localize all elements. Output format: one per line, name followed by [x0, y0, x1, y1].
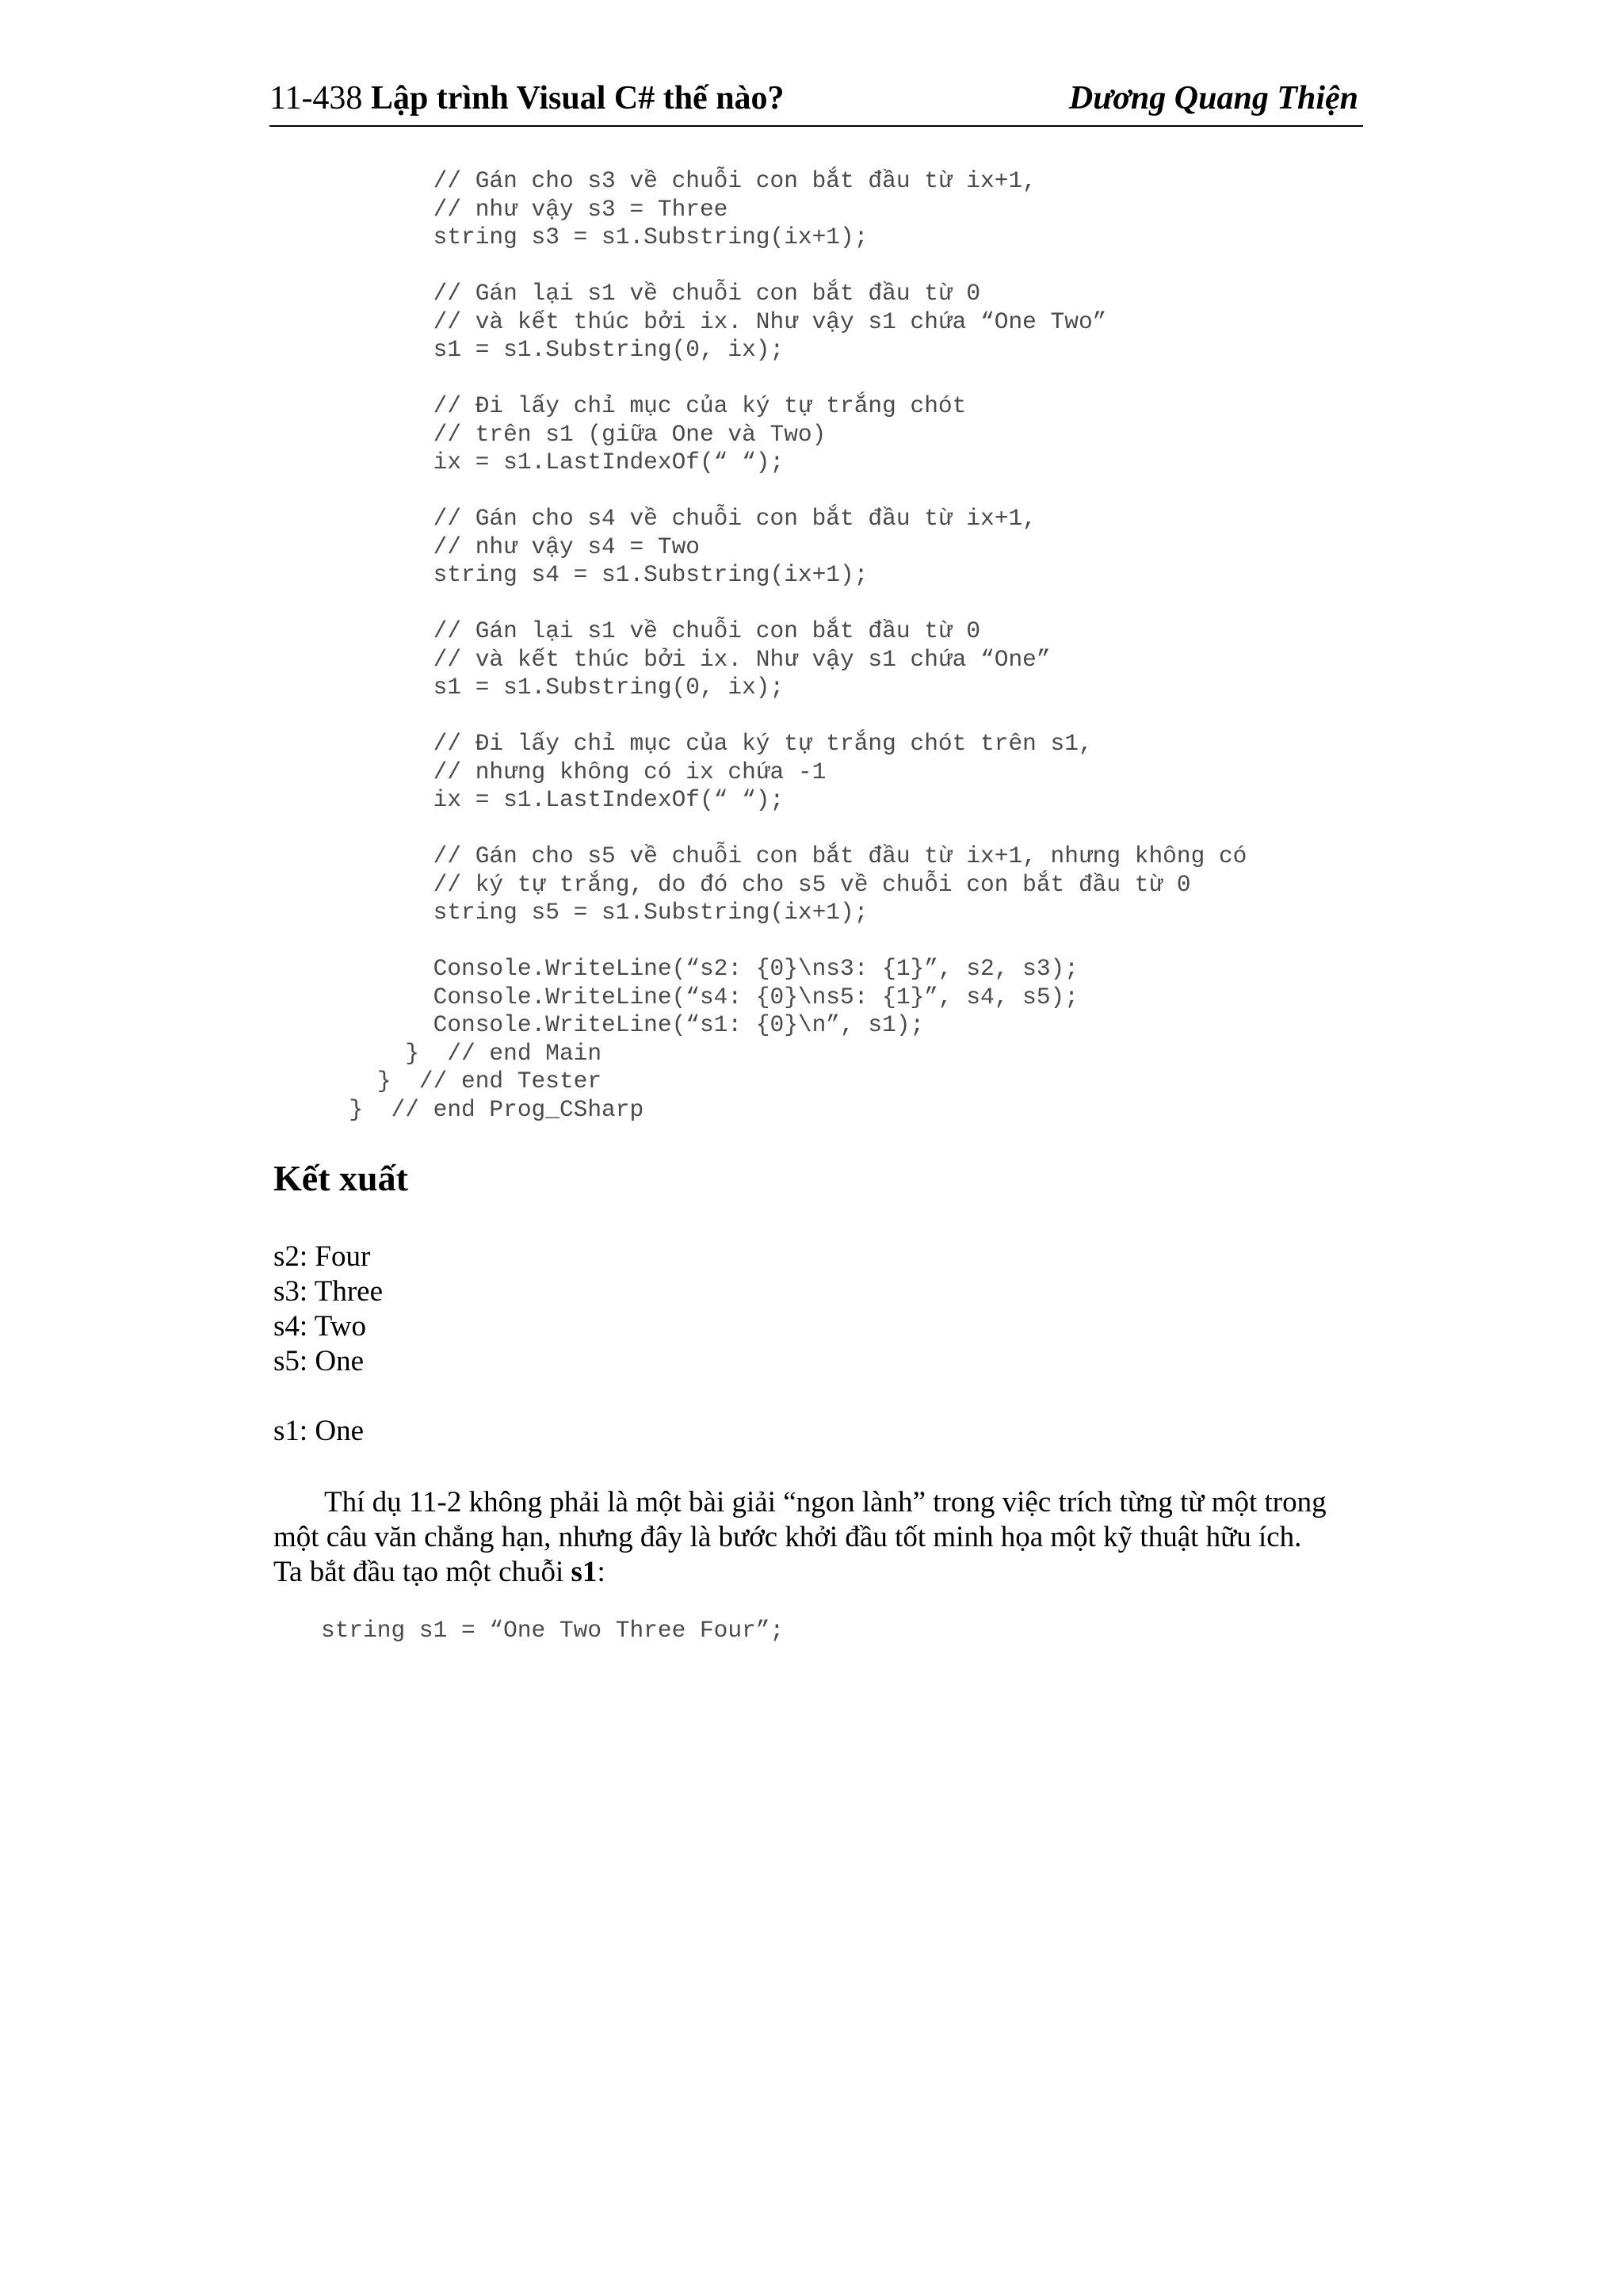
code-snippet-s1: string s1 = “One Two Three Four”;: [321, 1617, 785, 1644]
output-gap: [273, 1379, 383, 1414]
output-line: s2: Four: [273, 1240, 371, 1273]
output-line: s5: One: [273, 1345, 365, 1377]
code-line: s1 = s1.Substring(0, ix);: [433, 674, 785, 701]
code-line: string s5 = s1.Substring(ix+1);: [433, 899, 869, 926]
output-line: s3: Three: [273, 1275, 384, 1308]
code-line: s1 = s1.Substring(0, ix);: [433, 336, 785, 363]
code-line: // như vậy s3 = Three: [433, 195, 728, 223]
code-line: string s4 = s1.Substring(ix+1);: [433, 561, 869, 588]
code-line: // Gán cho s4 về chuỗi con bắt đầu từ ix+1,: [433, 505, 1037, 532]
section-title-ket-xuat: Kết xuất: [273, 1158, 408, 1198]
code-line: } // end Tester: [376, 1068, 602, 1095]
code-line: string s3 = s1.Substring(ix+1);: [433, 223, 869, 250]
code-line: ix = s1.LastIndexOf(“ “);: [433, 449, 785, 476]
variable-s1: s1: [571, 1556, 598, 1588]
code-line: // Gán cho s5 về chuỗi con bắt đầu từ ix+1, nhưng không có: [433, 842, 1247, 869]
code-line: // và kết thúc bởi ix. Như vậy s1 chứa “One”: [433, 645, 1051, 673]
code-line: // và kết thúc bởi ix. Như vậy s1 chứa “One Two”: [433, 308, 1107, 335]
paragraph-line-2: một câu văn chẳng hạn, nhưng đây là bước khởi đầu tốt minh họa một kỹ thuật hữu ích.: [273, 1521, 1302, 1553]
paragraph-line-3: [273, 1555, 1367, 1590]
paragraph-line-3-prefix: Ta bắt đầu tạo một chuỗi: [273, 1556, 571, 1588]
code-listing: [321, 167, 1247, 1124]
page-number: 11-438: [269, 80, 363, 117]
code-line: } // end Prog_CSharp: [349, 1095, 644, 1123]
code-line: ix = s1.LastIndexOf(“ “);: [433, 786, 785, 813]
code-line: // nhưng không có ix chứa -1: [433, 758, 827, 785]
body-paragraph: [273, 1485, 1367, 1590]
book-title: Lập trình Visual C# thế nào?: [370, 80, 785, 117]
author-name: Dương Quang Thiện: [1068, 80, 1358, 117]
header-left: [269, 79, 785, 117]
program-output: [273, 1240, 383, 1449]
code-line: Console.WriteLine(“s1: {0}\n”, s1);: [433, 1011, 925, 1038]
code-line: // Đi lấy chỉ mục của ký tự trắng chót trên s1,: [433, 730, 1093, 757]
code-line: Console.WriteLine(“s4: {0}\ns5: {1}”, s4, s5);: [433, 983, 1079, 1010]
output-line: s4: Two: [273, 1310, 366, 1343]
code-line: } // end Main: [405, 1039, 602, 1067]
code-line: Console.WriteLine(“s2: {0}\ns3: {1}”, s2, s3);: [433, 955, 1079, 982]
code-line: // trên s1 (giữa One và Two): [433, 420, 827, 448]
paragraph-line-1: Thí dụ 11-2 không phải là một bài giải “ngon lành” trong việc trích từng từ một trong: [324, 1486, 1327, 1519]
code-line: // Gán lại s1 về chuỗi con bắt đầu từ 0: [433, 280, 981, 307]
output-line: s1: One: [273, 1415, 365, 1447]
code-line: // ký tự trắng, do đó cho s5 về chuỗi con bắt đầu từ 0: [433, 870, 1191, 898]
code-line: // Gán cho s3 về chuỗi con bắt đầu từ ix+1,: [433, 167, 1037, 194]
code-line: // như vậy s4 = Two: [433, 533, 700, 560]
code-line: // Gán lại s1 về chuỗi con bắt đầu từ 0: [433, 617, 981, 644]
code-line: // Đi lấy chỉ mục của ký tự trắng chót: [433, 392, 967, 419]
paragraph-line-3-suffix: :: [597, 1556, 605, 1588]
page-header: [269, 73, 1363, 127]
